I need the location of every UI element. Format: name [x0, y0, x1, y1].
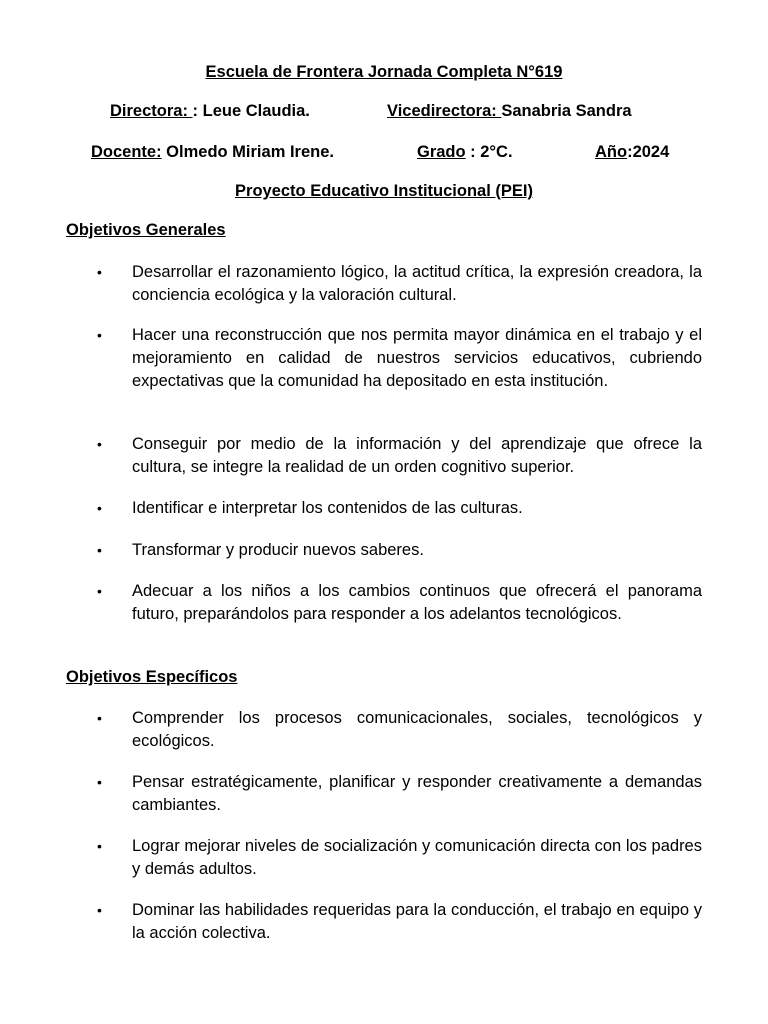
- directora-line: [110, 101, 310, 121]
- list-item-text: Conseguir por medio de la información y del aprendizaje que ofrece la cultura, se integre la realidad de un orden cognitivo superior.: [132, 435, 702, 476]
- document-title: Proyecto Educativo Institucional (PEI): [235, 182, 533, 200]
- objetivos-especificos-heading: Objetivos Específicos: [66, 668, 238, 686]
- anio-label: Año: [595, 143, 628, 161]
- grado-line: [417, 142, 513, 162]
- docente-line: [91, 142, 334, 162]
- list-item-text: Pensar estratégicamente, planificar y responder creativamente a demandas cambiantes.: [132, 773, 702, 814]
- bullet-icon: •: [97, 583, 102, 599]
- bullet-icon: •: [97, 542, 102, 558]
- list-item-text: Dominar las habilidades requeridas para la conducción, el trabajo en equipo y la acción colectiva.: [132, 901, 702, 942]
- bullet-icon: •: [97, 902, 102, 918]
- directora-label: Directora:: [110, 102, 193, 120]
- list-item-text: Desarrollar el razonamiento lógico, la actitud crítica, la expresión creadora, la conciencia ecológica y la valoración cultural.: [132, 263, 702, 304]
- bullet-icon: •: [97, 327, 102, 343]
- list-item-text: Comprender los procesos comunicacionales, sociales, tecnológicos y ecológicos.: [132, 709, 702, 750]
- list-item-text: Adecuar a los niños a los cambios continuos que ofrecerá el panorama futuro, preparándolos para responder a los adelantos tecnológicos.: [132, 582, 702, 623]
- list-item-text: Lograr mejorar niveles de socialización y comunicación directa con los padres y demás adultos.: [132, 837, 702, 878]
- list-item-text: Identificar e interpretar los contenidos de las culturas.: [132, 499, 523, 517]
- list-item-text: Hacer una reconstrucción que nos permita mayor dinámica en el trabajo y el mejoramiento en calidad de nuestros servicios educativos, cubriendo expectativas que la comunidad ha depositado en esta institución.: [132, 326, 702, 390]
- grado-label: Grado: [417, 143, 466, 161]
- anio-line: [595, 142, 669, 162]
- school-name: Escuela de Frontera Jornada Completa N°619: [205, 63, 563, 81]
- objetivos-generales-heading: Objetivos Generales: [66, 221, 226, 239]
- vicedirectora-line: [387, 101, 632, 121]
- bullet-icon: •: [97, 436, 102, 452]
- vicedirectora-label: Vicedirectora:: [387, 102, 502, 120]
- bullet-icon: •: [97, 710, 102, 726]
- directora-name: : Leue Claudia.: [192, 102, 310, 120]
- bullet-icon: •: [97, 774, 102, 790]
- docente-name: Olmedo Miriam Irene.: [161, 143, 334, 161]
- bullet-icon: •: [97, 264, 102, 280]
- list-item-text: Transformar y producir nuevos saberes.: [132, 541, 424, 559]
- vicedirectora-name: Sanabria Sandra: [501, 102, 632, 120]
- anio-value: :2024: [627, 143, 670, 161]
- bullet-icon: •: [97, 500, 102, 516]
- docente-label: Docente:: [91, 143, 162, 161]
- grado-value: : 2°C.: [465, 143, 513, 161]
- bullet-icon: •: [97, 838, 102, 854]
